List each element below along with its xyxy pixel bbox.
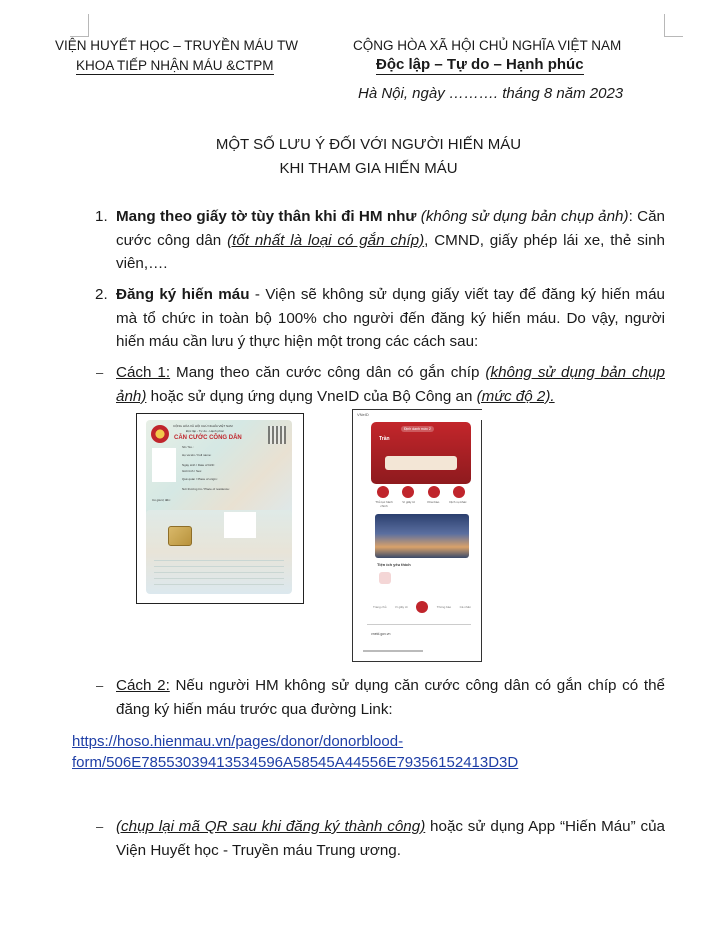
phone-badge: Định danh mức 2 bbox=[401, 426, 434, 432]
item-2-text bbox=[116, 283, 665, 354]
card-back-photo bbox=[224, 512, 256, 538]
phone-status-bar: VNeID bbox=[353, 410, 485, 420]
nav-wallet: Ví giấy tờ bbox=[394, 605, 408, 609]
nav-home: Trang chủ bbox=[373, 605, 387, 609]
item-2-rest: - Viện sẽ không sử dụng giấy viết tay để đăng ký hiến máu mà tổ chức in toàn bộ 100% cho người đến đăng ký hiến máu. Do vậy, người hiến máu cần lưu ý thực hiện một trong các cách sau: bbox=[116, 286, 665, 350]
method-3-bullet: – bbox=[96, 819, 104, 834]
method-2-label: Cách 2: bbox=[116, 677, 170, 694]
item-1-bold: Mang theo giấy tờ tùy thân khi đi HM như bbox=[116, 208, 417, 225]
card-field-3: Ngày sinh / Date of birth: bbox=[182, 463, 216, 467]
registration-link-line-2[interactable]: form/506E78553039413534596A58545A44556E79356152413D3D bbox=[72, 754, 519, 771]
card-field-2: Họ và tên / Full name: bbox=[182, 453, 212, 457]
card-expiry: Có giá trị đến: bbox=[152, 498, 171, 502]
country-name: CỘNG HÒA XÃ HỘI CHỦ NGHĨA VIỆT NAM bbox=[353, 38, 622, 53]
crop-mark-top-left bbox=[70, 14, 89, 37]
document-title bbox=[0, 133, 719, 181]
phone-banner bbox=[375, 514, 469, 558]
emblem-icon bbox=[151, 425, 169, 443]
phone-qr-strip bbox=[385, 456, 457, 470]
method-2-body: Nếu người HM không sử dụng căn cước công dân có gắn chíp có thể đăng ký hiến máu trước qua đường Link: bbox=[116, 677, 665, 718]
method-3-italic-underline: (chụp lại mã QR sau khi đăng ký thành công) bbox=[116, 818, 426, 835]
tile-icon-1 bbox=[377, 486, 389, 498]
item-1-rest1: : Căn cước công dân bbox=[116, 208, 665, 249]
phone-home-indicator bbox=[363, 650, 423, 652]
phone-tile-labels bbox=[373, 500, 469, 508]
method-3-text bbox=[116, 815, 665, 862]
tile-label-1: Thủ tục hành chính bbox=[375, 500, 393, 508]
nav-qr-icon bbox=[416, 601, 428, 613]
method-1-italic-underline-2: (mức độ 2). bbox=[476, 387, 555, 405]
id-card-back bbox=[146, 510, 292, 594]
method-2-bullet: – bbox=[96, 678, 104, 693]
phone-url-bar: vneid.gov.vn bbox=[371, 632, 391, 636]
method-2-text bbox=[116, 674, 665, 721]
title-line-1: MỘT SỐ LƯU Ý ĐỐI VỚI NGƯỜI HIẾN MÁU bbox=[215, 136, 522, 153]
card-back-lines bbox=[154, 560, 284, 586]
tile-label-2: Ví giấy tờ bbox=[402, 500, 416, 504]
card-heading-small: CỘNG HÒA XÃ HỘI CHỦ NGHĨA VIỆT NAM bbox=[173, 424, 233, 428]
nav-profile: Cá nhân bbox=[459, 605, 471, 609]
date-line: Hà Nội, ngày ………. tháng 8 năm 2023 bbox=[358, 85, 624, 102]
vneid-screenshot bbox=[352, 409, 482, 662]
card-field-4: Giới tính / Sex: bbox=[182, 469, 202, 473]
registration-link-line-1[interactable]: https://hoso.hienmau.vn/pages/donor/donorblood- bbox=[72, 733, 404, 750]
id-card-image bbox=[136, 413, 304, 604]
tile-icon-2 bbox=[402, 486, 414, 498]
method-3-body: hoặc sử dụng App “Hiến Máu” của Viện Huyết học - Truyền máu Trung ương. bbox=[116, 818, 665, 859]
tile-label-4: Dịch vụ khác bbox=[449, 500, 467, 504]
department-name-text: KHOA TIẾP NHẬN MÁU &CTPM bbox=[76, 58, 274, 73]
item-1-italic-underline: (tốt nhất là loại có gắn chíp) bbox=[227, 231, 425, 249]
tile-icon-4 bbox=[453, 486, 465, 498]
tile-icon-3 bbox=[428, 486, 440, 498]
method-1-text1: Mang theo căn cước công dân có gắn chíp bbox=[170, 364, 486, 381]
phone-section: Tiện ích yêu thích bbox=[377, 562, 411, 567]
method-1-text bbox=[116, 361, 665, 408]
institute-name: VIỆN HUYẾT HỌC – TRUYỀN MÁU TW bbox=[55, 38, 299, 53]
phone-header bbox=[371, 422, 471, 484]
registration-link[interactable] bbox=[72, 731, 672, 773]
method-1-label: Cách 1: bbox=[116, 364, 171, 381]
item-2-bold: Đăng ký hiến máu bbox=[116, 286, 250, 303]
chip-icon bbox=[168, 526, 192, 546]
card-field-5: Quê quán / Place of origin: bbox=[182, 477, 218, 481]
motto-text: Độc lập – Tự do – Hạnh phúc bbox=[376, 56, 584, 73]
crop-mark-top-right bbox=[664, 14, 683, 37]
card-heading-small-2: Độc lập - Tự do - Hạnh phúc bbox=[186, 429, 224, 433]
item-2-number: 2. bbox=[95, 286, 108, 303]
method-1-italic-underline-1: (không sử dụng bản chụp ảnh) bbox=[116, 364, 665, 405]
department-name bbox=[76, 58, 274, 73]
card-field-6: Nơi thường trú / Place of residence: bbox=[182, 487, 230, 491]
item-1-text bbox=[116, 205, 665, 276]
title-line-2: KHI THAM GIA HIẾN MÁU bbox=[279, 160, 458, 177]
id-card-front bbox=[146, 420, 292, 520]
item-1-italic: (không sử dụng bản chụp ảnh) bbox=[416, 208, 629, 225]
motto bbox=[376, 56, 584, 73]
phone-divider bbox=[367, 624, 471, 625]
card-title: CĂN CƯỚC CÔNG DÂN bbox=[174, 435, 242, 441]
item-1-rest2: , CMND, giấy phép lái xe, thẻ sinh viên,…. bbox=[116, 231, 666, 272]
method-1-bullet: – bbox=[96, 365, 104, 380]
phone-fav-icon bbox=[379, 572, 391, 584]
card-qr bbox=[268, 426, 286, 444]
method-1-text2: hoặc sử dụng ứng dụng VneID của Bộ Công an bbox=[146, 387, 477, 405]
phone-greeting: Trần bbox=[379, 436, 390, 442]
card-photo bbox=[152, 448, 176, 482]
tile-label-3: Khai báo bbox=[427, 500, 440, 504]
phone-bottom-nav bbox=[373, 600, 471, 614]
nav-notify: Thông báo bbox=[436, 605, 452, 609]
item-1-number: 1. bbox=[95, 208, 108, 225]
card-field-1: Số / No.: bbox=[182, 445, 194, 449]
